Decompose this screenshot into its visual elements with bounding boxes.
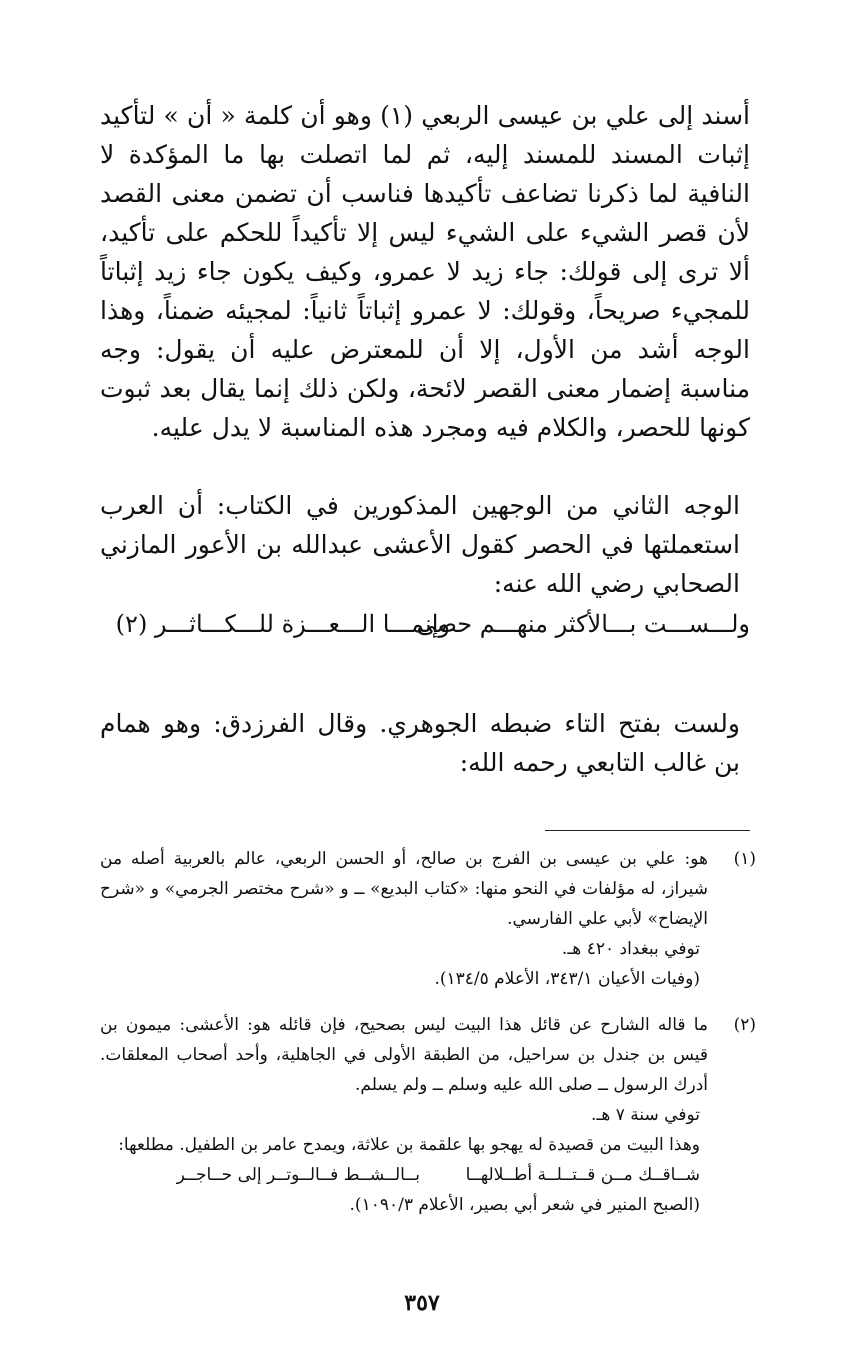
poetry-verse [100,610,750,650]
main-paragraph-2: الوجه الثاني من الوجهين المذكورين في الكتاب: أن العرب استعملتها في الحصر كقول الأعشى عبدالله بن الأعور المازني الصحابي رضي الله عنه: [100,491,740,598]
footnote-text: هو: علي بن عيسى بن الفرج بن صالح، أو الحسن الربعي، عالم بالعربية أصله من شيراز، له مؤلفات في النحو منها: «كتاب البديع» ــ و «شرح مختصر الجرمي» و «شرح الإيضاح» لأبي علي الفارسي. [100,849,708,929]
main-paragraph-1: أسند إلى علي بن عيسى الربعي (١) وهو أن كلمة « أن » لتأكيد إثبات المسند للمسند إليه، ثم لما اتصلت بها ما المؤكدة لا النافية لما ذكرنا تضاعف تأكيدها فناسب أن تضمن معنى القصد لأن قصر الشيء على الشيء ليس إلا تأكيداً للحكم على تأكيد، ألا ترى إلى قولك: جاء زيد لا عمرو، وكيف يكون جاء زيد إثباتاً للمجيء صريحاً، وقولك: لا عمرو إثباتاً ثانياً: لمجيئه ضمناً، وهذا الوجه أشد من الأول، إلا أن للمعترض عليه أن يقول: وجه مناسبة إضمار معنى القصر لائحة، ولكن ذلك إنما يقال بعد ثبوت كونها للحصر، والكلام فيه ومجرد هذه المناسبة لا يدل عليه. [100,101,750,442]
page-number: ٣٥٧ [404,1290,440,1316]
couplet-second-hemistich: بــالــشــط فــالــوتــر إلى حــاجــر [176,1165,420,1185]
footnote-note: وهذا البيت من قصيدة له يهجو بها علقمة بن علاثة، ويمدح عامر بن الطفيل. مطلعها: [118,1135,700,1155]
footnote-death-date: توفي ببغداد ٤٢٠ هـ. [561,939,700,959]
footnote-number: (١) [733,849,756,869]
footnote-text: ما قاله الشارح عن قائل هذا البيت ليس بصحيح، فإن قائله هو: الأعشى: ميمون بن قيس بن جندل بن سراحيل، من الطبقة الأولى في الجاهلية، وأحد أصحاب المعلقات. أدرك الرسول ــ صلى الله عليه وسلم ــ ولم يسلم. [100,1015,708,1095]
footnote-death-date: توفي سنة ٧ هـ. [590,1105,700,1125]
footnote-separator [545,830,750,831]
main-paragraph-3: ولست بفتح التاء ضبطه الجوهري. وقال الفرزدق: وهو همام بن غالب التابعي رحمه الله: [100,709,740,777]
verse-first-hemistich: ولـــســـت بـــالأكثر منهـــم حصى [416,610,750,638]
footnote-reference: (وفيات الأعيان ٣٤٣/١، الأعلام ١٣٤/٥). [434,969,700,989]
footnote-1 [100,844,756,994]
footnote-2 [100,1010,756,1220]
footnote-couplet [100,1160,700,1190]
couplet-first-hemistich: شــاقــك مــن قــتــلــة أطــلالهــا [465,1165,700,1185]
footnote-number: (٢) [733,1015,756,1035]
verse-second-hemistich: وإنمـــا الـــعـــزة للـــكـــاثـــر (٢) [115,610,450,638]
footnote-source: (الصبح المنير في شعر أبي بصير، الأعلام ١٠٩٠/٣). [349,1195,700,1215]
